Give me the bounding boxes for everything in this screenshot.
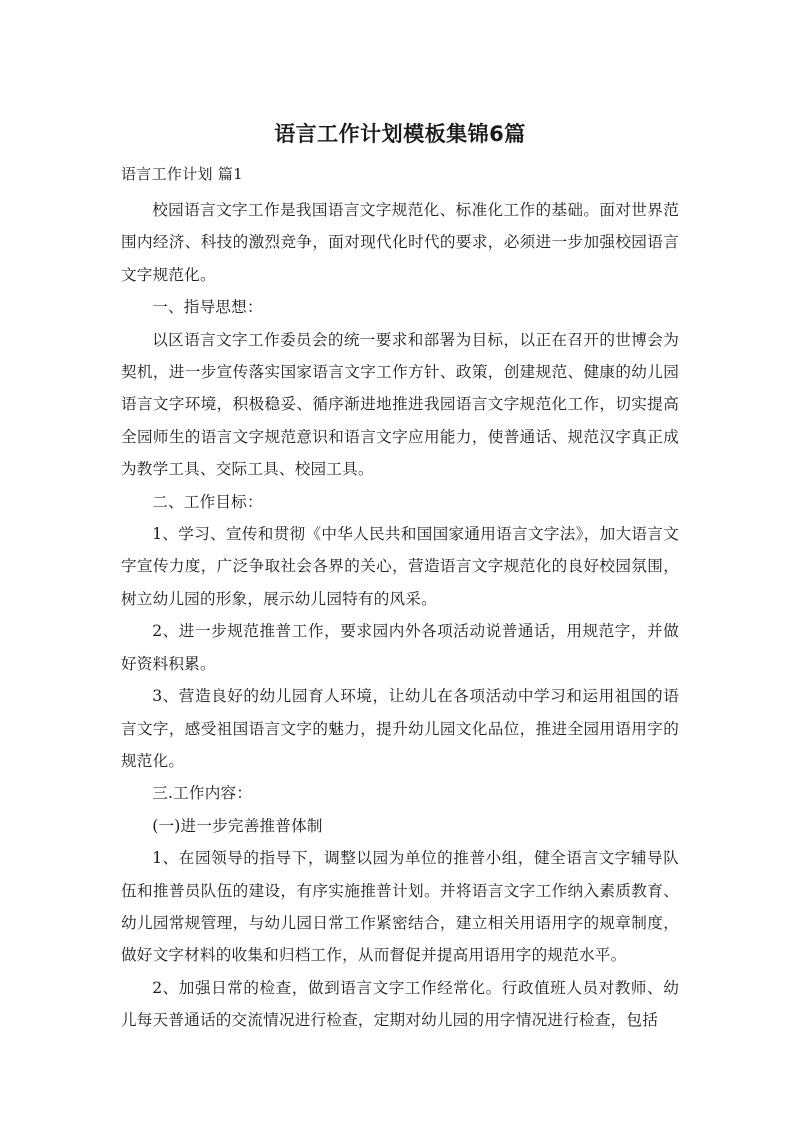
paragraph: 3、营造良好的幼儿园育人环境，让幼儿在各项活动中学习和运用祖国的语言文字，感受祖国语言文字的魅力，提升幼儿园文化品位，推进全园用语用字的规范化。	[121, 687, 679, 770]
paragraph: (一)进一步完善推普体制	[152, 816, 323, 835]
paragraph: 2、进一步规范推普工作，要求园内外各项活动说普通话，用规范字，并做好资料积累。	[121, 622, 679, 673]
document-body	[121, 194, 679, 1037]
paragraph: 以区语言文字工作委员会的统一要求和部署为目标，以正在召开的世博会为契机，进一步宣传落实国家语言文字工作方针、政策，创建规范、健康的幼儿园语言文字环境，积极稳妥、循序渐进地推进我园语言文字规范化工作，切实提高全园师生的语言文字规范意识和语言文字应用能力，使普通话、规范汉字真正成为教学工具、交际工具、校园工具。	[121, 330, 679, 479]
paragraph: 二、工作目标：	[152, 492, 263, 511]
paragraph: 三.工作内容：	[152, 784, 253, 803]
section-heading: 语言工作计划 篇1	[121, 165, 244, 183]
paragraph: 校园语言文字工作是我国语言文字规范化、标准化工作的基础。面对世界范围内经济、科技的激烈竞争，面对现代化时代的要求，必须进一步加强校园语言文字规范化。	[121, 201, 679, 284]
paragraph: 2、加强日常的检查，做到语言文字工作经常化。行政值班人员对教师、幼儿每天普通话的交流情况进行检查，定期对幼儿园的用字情况进行检查，包括	[121, 978, 679, 1030]
document-title: 语言工作计划模板集锦6篇	[274, 122, 526, 146]
paragraph: 一、指导思想：	[152, 298, 263, 317]
paragraph: 1、在园领导的指导下，调整以园为单位的推普小组，健全语言文字辅导队伍和推普员队伍的建设，有序实施推普计划。并将语言文字工作纳入素质教育、幼儿园常规管理，与幼儿园日常工作紧密结合，建立相关用语用字的规章制度，做好文字材料的收集和归档工作，从而督促并提高用语用字的规范水平。	[121, 849, 679, 965]
paragraph: 1、学习、宣传和贯彻《中华人民共和国国家通用语言文字法》，加大语言文字宣传力度，广泛争取社会各界的关心，营造语言文字规范化的良好校园氛围，树立幼儿园的形象，展示幼儿园特有的风采。	[121, 525, 679, 608]
